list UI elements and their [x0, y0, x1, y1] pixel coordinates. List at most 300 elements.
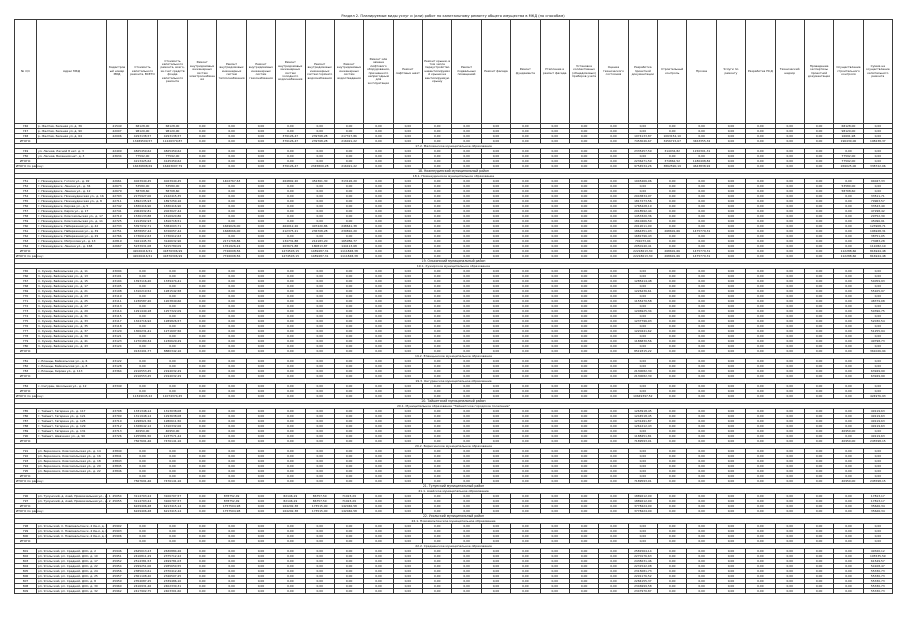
amount-cell: 0,00 [334, 349, 363, 354]
amount-cell: 0,00 [511, 349, 540, 354]
amount-cell: 0,00 [511, 329, 540, 334]
amount-cell: 0,00 [658, 439, 687, 444]
cadastral-number: 42661 [107, 179, 128, 184]
amount-cell: 0,00 [658, 334, 687, 339]
total-label: ИТОГО: [15, 159, 37, 164]
amount-cell: 0,00 [276, 269, 305, 274]
amount-cell: 0,00 [511, 184, 540, 189]
amount-cell: 0,00 [804, 189, 833, 194]
amount-cell: 0,00 [658, 359, 687, 364]
amount-cell: 0,00 [511, 149, 540, 154]
amount-cell: 0,00 [423, 189, 452, 194]
amount-cell: 0,00 [393, 179, 422, 184]
row-number: 797 [15, 499, 37, 504]
amount-cell: 0,00 [246, 394, 275, 399]
amount-cell: 0,00 [746, 344, 775, 349]
address-cell: г. Нижнеудинск, Карла ул., д. 17 [37, 209, 107, 214]
amount-cell: 0,00 [599, 554, 628, 559]
column-header: Ремонт подвальных помещений [452, 20, 481, 124]
amount-cell: 0,00 [305, 269, 334, 274]
amount-cell: 0,00 [423, 529, 452, 534]
amount-cell: 0,00 [423, 219, 452, 224]
amount-cell: 0,00 [834, 499, 863, 504]
amount-cell: 0,00 [452, 534, 481, 539]
amount-cell: 0,00 [599, 534, 628, 539]
amount-cell: 0,00 [746, 509, 775, 514]
amount-cell: 0,00 [863, 129, 892, 134]
amount-cell: 0,00 [775, 234, 804, 239]
amount-cell: 0,00 [158, 324, 188, 329]
amount-cell: 0,00 [246, 509, 275, 514]
cadastral-number: 43634 [107, 154, 128, 159]
amount-cell: 0,00 [128, 344, 158, 349]
amount-cell: 0,00 [452, 564, 481, 569]
amount-cell: 0,00 [423, 194, 452, 199]
amount-cell: 0,00 [217, 349, 246, 354]
amount-cell: 0,00 [658, 394, 687, 399]
amount-cell: 49119,63 [863, 434, 892, 439]
amount-cell: 0,00 [128, 384, 158, 389]
amount-cell: 0,00 [393, 474, 422, 479]
amount-cell: 0,00 [246, 214, 275, 219]
amount-cell: 0,00 [746, 434, 775, 439]
amount-cell: 1293638,08 [158, 414, 188, 419]
amount-cell: 0,00 [716, 274, 745, 279]
amount-cell: 0,00 [687, 584, 716, 589]
amount-cell: 0,00 [569, 224, 598, 229]
amount-cell: 0,00 [481, 269, 510, 274]
amount-cell: 0,00 [775, 239, 804, 244]
amount-cell: 0,00 [511, 294, 540, 299]
address-cell: рп. Усольский, рп. Средний, ДОС, д. 8 [37, 579, 107, 584]
amount-cell: 0,00 [481, 244, 510, 249]
amount-cell: 0,00 [158, 529, 188, 534]
amount-cell: 0,00 [276, 459, 305, 464]
column-header: Технический надзор [775, 20, 804, 124]
amount-cell: 0,00 [804, 524, 833, 529]
amount-cell: 0,00 [305, 334, 334, 339]
amount-cell: 5397932,71 [128, 224, 158, 229]
amount-cell: 0,00 [834, 329, 863, 334]
amount-cell: 0,00 [364, 204, 393, 209]
amount-cell: 10649397,52 [628, 394, 657, 399]
amount-cell: 0,00 [569, 409, 598, 414]
amount-cell: 0,00 [423, 499, 452, 504]
row-number: 776 [15, 324, 37, 329]
amount-cell: 0,00 [511, 214, 540, 219]
amount-cell: 0,00 [569, 559, 598, 564]
cadastral-number: 43111 [107, 299, 128, 304]
amount-cell: 0,00 [481, 229, 510, 234]
amount-cell: 0,00 [423, 154, 452, 159]
row-number: 780 [15, 344, 37, 349]
row-number: 756 [15, 204, 37, 209]
row-number: 764 [15, 244, 37, 249]
amount-cell: 0,00 [423, 564, 452, 569]
amount-cell: 1974133,87 [628, 134, 657, 139]
amount-cell: 0,00 [540, 339, 569, 344]
amount-cell: 0,00 [540, 384, 569, 389]
amount-cell: 42026416,51 [128, 249, 158, 254]
amount-cell: 0,00 [481, 284, 510, 289]
amount-cell: 0,00 [217, 189, 246, 194]
amount-cell: 0,00 [452, 524, 481, 529]
amount-cell: 0,00 [276, 299, 305, 304]
amount-cell: 0,00 [863, 474, 892, 479]
amount-cell: 1063152,10 [658, 134, 687, 139]
amount-cell: 0,00 [481, 209, 510, 214]
amount-cell: 0,00 [834, 204, 863, 209]
amount-cell: 0,00 [804, 479, 833, 484]
amount-cell: 0,00 [746, 314, 775, 319]
amount-cell: 0,00 [158, 359, 188, 364]
amount-cell: 0,00 [452, 424, 481, 429]
amount-cell: 0,00 [158, 474, 188, 479]
amount-cell: 98120,00 [834, 129, 863, 134]
amount-cell: 0,00 [569, 319, 598, 324]
amount-cell: 0,00 [393, 224, 422, 229]
amount-cell: 0,00 [246, 284, 275, 289]
amount-cell: 0,00 [569, 454, 598, 459]
amount-cell: 0,00 [716, 564, 745, 569]
address-cell: г. Нижнеудинск, Набережная ул., д. 42 [37, 224, 107, 229]
amount-cell: 3778424,00 [628, 504, 657, 509]
amount-cell: 0,00 [599, 579, 628, 584]
amount-cell: 0,00 [158, 364, 188, 369]
cadastral-number: 43105 [107, 284, 128, 289]
amount-cell: 0,00 [746, 409, 775, 414]
amount-cell: 0,00 [834, 459, 863, 464]
cadastral-number: 45960 [107, 584, 128, 589]
amount-cell: 0,00 [746, 294, 775, 299]
amount-cell: 1393116,20 [128, 279, 158, 284]
amount-cell: 0,00 [775, 279, 804, 284]
amount-cell: 0,00 [569, 474, 598, 479]
amount-cell: 0,00 [775, 249, 804, 254]
amount-cell: 2346999,58 [628, 584, 657, 589]
amount-cell: 0,00 [804, 149, 833, 154]
amount-cell: 0,00 [540, 469, 569, 474]
amount-cell: 0,00 [804, 224, 833, 229]
column-header: Ремонт фасада [481, 20, 510, 124]
subsection-heading: 19.1. Хужирское муниципальное образование [15, 264, 893, 269]
amount-cell: 0,00 [716, 449, 745, 454]
row-number: 757 [15, 209, 37, 214]
amount-cell: 0,00 [716, 304, 745, 309]
amount-cell: 0,00 [746, 539, 775, 544]
amount-cell: 0,00 [511, 499, 540, 504]
amount-cell: 0,00 [481, 499, 510, 504]
amount-cell: 2417902,75 [128, 589, 158, 594]
amount-cell: 0,00 [364, 374, 393, 379]
amount-cell: 0,00 [658, 509, 687, 514]
amount-cell: 0,00 [481, 549, 510, 554]
amount-cell: 0,00 [511, 504, 540, 509]
amount-cell: 1188451,81 [628, 434, 657, 439]
amount-cell: 0,00 [540, 294, 569, 299]
amount-cell: 0,00 [863, 269, 892, 274]
amount-cell: 0,00 [423, 244, 452, 249]
total-label: ИТОГО: [15, 249, 37, 254]
amount-cell: 379126,47 [276, 164, 305, 169]
amount-cell: 0,00 [775, 194, 804, 199]
amount-cell: 1914502,93 [128, 219, 158, 224]
address-cell: г. Нижнеудинск, Ленина ул., д. 12 [37, 189, 107, 194]
amount-cell: 13489509,57 [128, 139, 158, 144]
amount-cell: 0,00 [746, 129, 775, 134]
amount-cell: 0,00 [746, 534, 775, 539]
amount-cell: 0,00 [481, 534, 510, 539]
amount-cell: 0,00 [569, 269, 598, 274]
amount-cell: 0,00 [687, 124, 716, 129]
amount-cell: 0,00 [452, 359, 481, 364]
amount-cell: 0,00 [775, 189, 804, 194]
amount-cell: 0,00 [276, 469, 305, 474]
amount-cell: 112288,60 [834, 249, 863, 254]
amount-cell: 105535,59 [863, 554, 892, 559]
amount-cell: 0,00 [569, 499, 598, 504]
amount-cell: 0,00 [423, 374, 452, 379]
column-header: Ремонт лифтовых шахт [393, 20, 422, 124]
amount-cell: 63949,99 [863, 369, 892, 374]
amount-cell: 0,00 [511, 319, 540, 324]
amount-cell: 0,00 [687, 459, 716, 464]
amount-cell: 53580,00 [128, 184, 158, 189]
amount-cell: 0,00 [804, 369, 833, 374]
amount-cell: 0,00 [276, 154, 305, 159]
amount-cell: 16636898,69 [128, 164, 158, 169]
amount-cell: 0,00 [511, 434, 540, 439]
amount-cell: 0,00 [863, 454, 892, 459]
amount-cell: 0,00 [834, 319, 863, 324]
amount-cell: 0,00 [716, 524, 745, 529]
amount-cell: 0,00 [540, 289, 569, 294]
amount-cell: 0,00 [217, 289, 246, 294]
amount-cell: 0,00 [511, 334, 540, 339]
amount-cell: 1180498,82 [687, 159, 716, 164]
amount-cell: 0,00 [364, 314, 393, 319]
amount-cell: 0,00 [334, 474, 363, 479]
amount-cell: 0,00 [511, 459, 540, 464]
amount-cell: 0,00 [746, 339, 775, 344]
column-header: Ремонт внутридомовых инженерных систем водоотведения [334, 20, 363, 124]
row-number: 778 [15, 334, 37, 339]
amount-cell: 0,00 [658, 319, 687, 324]
amount-cell: 0,00 [628, 314, 657, 319]
amount-cell: 0,00 [746, 494, 775, 499]
amount-cell: 0,00 [246, 504, 275, 509]
amount-cell: 0,00 [364, 134, 393, 139]
address-cell: п. Хужир, Байкальская ул., д. 25 [37, 299, 107, 304]
amount-cell: 0,00 [775, 324, 804, 329]
amount-cell: 0,00 [687, 564, 716, 569]
amount-cell: 0,00 [599, 424, 628, 429]
amount-cell: 0,00 [188, 554, 217, 559]
amount-cell: 0,00 [716, 384, 745, 389]
amount-cell: 0,00 [276, 414, 305, 419]
cadastral-number: 45952 [107, 559, 128, 564]
address-cell: п. Хужир, Байкальская ул., д. 13 [37, 274, 107, 279]
amount-cell: 0,00 [158, 284, 188, 289]
amount-cell: 0,00 [511, 154, 540, 159]
amount-cell: 0,00 [423, 574, 452, 579]
amount-cell: 0,00 [804, 359, 833, 364]
amount-cell: 0,00 [188, 189, 217, 194]
amount-cell: 0,00 [481, 274, 510, 279]
amount-cell: 0,00 [452, 389, 481, 394]
amount-cell: 0,00 [246, 584, 275, 589]
amount-cell: 0,00 [334, 449, 363, 454]
amount-cell: 0,00 [246, 434, 275, 439]
amount-cell: 0,00 [481, 294, 510, 299]
amount-cell: 0,00 [569, 304, 598, 309]
amount-cell: 0,00 [716, 194, 745, 199]
row-number: 765 [15, 269, 37, 274]
amount-cell: 0,00 [804, 284, 833, 289]
amount-cell: 0,00 [599, 244, 628, 249]
amount-cell: 0,00 [423, 214, 452, 219]
amount-cell: 0,00 [540, 304, 569, 309]
amount-cell: 77592,00 [834, 159, 863, 164]
amount-cell: 0,00 [775, 579, 804, 584]
amount-cell: 0,00 [276, 159, 305, 164]
amount-cell: 0,00 [276, 314, 305, 319]
amount-cell: 0,00 [452, 324, 481, 329]
address-cell: рп. Бирюсинск, Комсомольская ул., д. 18 [37, 459, 107, 464]
row-number: 782 [15, 364, 37, 369]
amount-cell: 0,00 [276, 384, 305, 389]
amount-cell: 2216553,45 [128, 369, 158, 374]
amount-cell: 0,00 [716, 499, 745, 504]
amount-cell: 0,00 [599, 309, 628, 314]
amount-cell: 0,00 [188, 319, 217, 324]
amount-cell: 0,00 [511, 389, 540, 394]
amount-cell: 0,00 [481, 524, 510, 529]
address-cell: п. Хужир, Байкальская ул., д. 43 [37, 344, 107, 349]
amount-cell: 0,00 [687, 214, 716, 219]
amount-cell: 0,00 [305, 559, 334, 564]
amount-cell: 0,00 [158, 454, 188, 459]
amount-cell: 0,00 [246, 139, 275, 144]
amount-cell: 0,00 [658, 454, 687, 459]
amount-cell: 0,00 [217, 459, 246, 464]
amount-cell: 0,00 [452, 529, 481, 534]
address-cell: ул. Лесная, Весенняя нет. д. 3 [37, 154, 107, 159]
amount-cell: 1203849,66 [158, 299, 188, 304]
amount-cell: 0,00 [540, 154, 569, 159]
amount-cell: 0,00 [246, 499, 275, 504]
row-number: 760 [15, 224, 37, 229]
address-cell: г. Нижнеудинск, Матросова ул., д. 13 [37, 239, 107, 244]
total-label: ИТОГО по району: [16, 394, 44, 398]
amount-cell: 0,00 [393, 449, 422, 454]
amount-cell: 0,00 [834, 474, 863, 479]
row-number: 796 [15, 494, 37, 499]
amount-cell: 0,00 [863, 364, 892, 369]
amount-cell: 0,00 [511, 454, 540, 459]
amount-cell: 0,00 [276, 279, 305, 284]
amount-cell: 0,00 [334, 384, 363, 389]
amount-cell: 0,00 [569, 459, 598, 464]
amount-cell: 0,00 [481, 374, 510, 379]
amount-cell: 0,00 [364, 509, 393, 514]
amount-cell: 3778424,00 [628, 509, 657, 514]
amount-cell: 0,00 [716, 229, 745, 234]
address-cell: г. Тайшет, Гагарина ул., д. 121 [37, 414, 107, 419]
amount-cell: 0,00 [746, 254, 775, 259]
amount-cell: 0,00 [217, 154, 246, 159]
amount-cell: 0,00 [393, 124, 422, 129]
subsection-heading: 17.2. Малозинское муниципальное образование [15, 144, 893, 149]
amount-cell: 0,00 [452, 374, 481, 379]
amount-cell: 0,00 [128, 474, 158, 479]
amount-cell: 0,00 [628, 344, 657, 349]
amount-cell: 0,00 [658, 584, 687, 589]
amount-cell: 0,00 [452, 504, 481, 509]
total-label: ИТОГО по району: [16, 509, 44, 513]
amount-cell: 0,00 [423, 229, 452, 234]
amount-cell: 0,00 [628, 359, 657, 364]
amount-cell: 0,00 [804, 254, 833, 259]
amount-cell: 0,00 [804, 384, 833, 389]
amount-cell: 0,00 [863, 389, 892, 394]
amount-cell: 0,00 [569, 589, 598, 594]
address-cell: п. Хужир, Байкальская ул., д. 31 [37, 314, 107, 319]
amount-cell: 0,00 [305, 154, 334, 159]
amount-cell: 0,00 [628, 429, 657, 434]
amount-cell: 0,00 [687, 554, 716, 559]
amount-cell: 0,00 [687, 209, 716, 214]
amount-cell: 0,00 [246, 589, 275, 594]
amount-cell: 0,00 [775, 349, 804, 354]
amount-cell: 0,00 [599, 329, 628, 334]
column-header: Стоимость капитального ремонта, всего, за счет средств фонда капитального ремонта [158, 20, 188, 124]
cadastral-number: 43108 [107, 289, 128, 294]
amount-cell: 0,00 [276, 369, 305, 374]
subsection-heading: 22.1. Новомальтинское муниципальное образование [15, 519, 893, 524]
cadastral-number: 43104 [107, 279, 128, 284]
cadastral-number: 43840 [107, 449, 128, 454]
amount-cell: 0,00 [393, 299, 422, 304]
amount-cell: 42026416,51 [128, 254, 158, 259]
amount-cell: 0,00 [658, 244, 687, 249]
amount-cell: 0,00 [716, 254, 745, 259]
amount-cell: 0,00 [540, 124, 569, 129]
amount-cell: 0,00 [246, 429, 275, 434]
amount-cell: 2402330,31 [158, 584, 188, 589]
amount-cell: 0,00 [658, 124, 687, 129]
amount-cell: 0,00 [746, 244, 775, 249]
amount-cell: 0,00 [746, 349, 775, 354]
amount-cell: 0,00 [687, 549, 716, 554]
amount-cell: 0,00 [687, 429, 716, 434]
amount-cell: 0,00 [658, 464, 687, 469]
amount-cell: 0,00 [246, 334, 275, 339]
amount-cell: 0,00 [687, 479, 716, 484]
amount-cell: 0,00 [423, 129, 452, 134]
amount-cell: 0,00 [246, 559, 275, 564]
amount-cell: 0,00 [217, 279, 246, 284]
amount-cell: 0,00 [334, 424, 363, 429]
amount-cell: 0,00 [658, 309, 687, 314]
amount-cell: 0,00 [188, 219, 217, 224]
amount-cell: 0,00 [804, 549, 833, 554]
amount-cell: 0,00 [599, 334, 628, 339]
amount-cell: 0,00 [423, 289, 452, 294]
amount-cell: 0,00 [511, 364, 540, 369]
amount-cell: 0,00 [716, 209, 745, 214]
amount-cell: 0,00 [687, 234, 716, 239]
